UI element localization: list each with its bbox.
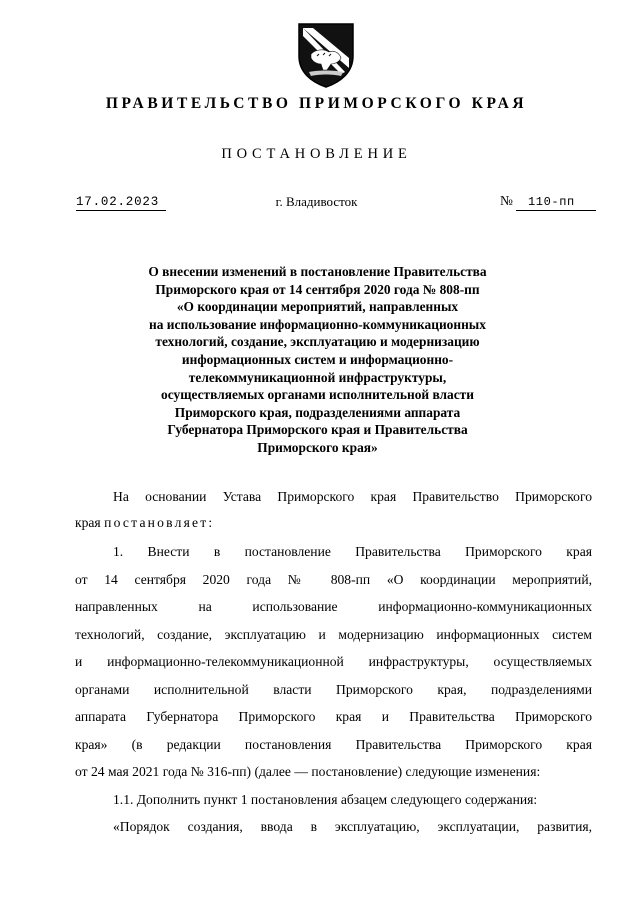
coat-of-arms-emblem bbox=[297, 22, 355, 88]
paragraph-line: «Порядок создания, ввода в эксплуатацию, эксплуатации, развития, bbox=[113, 819, 592, 834]
paragraph-line: от 14 сентября 2020 года № 808-пп «О координации мероприятий, bbox=[75, 572, 592, 587]
title-line: технологий, создание, эксплуатацию и модернизацию bbox=[155, 334, 480, 350]
title-line: Губернатора Приморского края и Правительства bbox=[167, 422, 468, 438]
title-line: телекоммуникационной инфраструктуры, bbox=[188, 369, 447, 385]
document-number-block bbox=[500, 193, 596, 211]
number-sign: № bbox=[500, 193, 513, 208]
paragraph-line: технологий, создание, эксплуатацию и модернизацию информационных систем bbox=[75, 627, 592, 642]
paragraph-line: 1. Внести в постановление Правительства Приморского края bbox=[113, 544, 592, 559]
title-line: осуществляемых органами исполнительной власти bbox=[161, 387, 474, 403]
title-line: Приморского края» bbox=[257, 439, 378, 455]
document-date: 17.02.2023 bbox=[76, 194, 166, 211]
paragraph-line: края» (в редакции постановления Правительства Приморского края bbox=[75, 737, 592, 752]
title-line: О внесении изменений в постановление Правительства bbox=[148, 264, 487, 279]
paragraph-text: края bbox=[75, 515, 101, 530]
document-number: 110-пп bbox=[516, 194, 596, 211]
paragraph-line: органами исполнительной власти Приморского края, подразделениями bbox=[75, 682, 592, 697]
government-name: ПРАВИТЕЛЬСТВО ПРИМОРСКОГО КРАЯ bbox=[105, 95, 528, 112]
title-line: Приморского края от 14 сентября 2020 года № 808-пп bbox=[155, 281, 480, 297]
paragraph-line: аппарата Губернатора Приморского края и Правительства Приморского bbox=[75, 709, 592, 724]
title-line: информационных систем и информационно- bbox=[181, 351, 454, 367]
title-line: на использование информационно-коммуникационных bbox=[149, 316, 486, 332]
paragraph-line: и информационно-телекоммуникационной инфраструктуры, осуществляемых bbox=[75, 654, 592, 669]
document-type: ПОСТАНОВЛЕНИЕ bbox=[221, 146, 412, 162]
paragraph-line: На основании Устава Приморского края Правительство Приморского bbox=[113, 489, 592, 504]
document-title bbox=[120, 263, 515, 457]
paragraph-line: 1.1. Дополнить пункт 1 постановления абзацем следующего содержания: bbox=[113, 792, 538, 807]
paragraph-line bbox=[75, 514, 592, 532]
paragraph-line: направленных на использование информационно-коммуникационных bbox=[75, 599, 592, 614]
paragraph-text-spaced: постановляет: bbox=[104, 515, 215, 530]
paragraph-line: от 24 мая 2021 года № 316-пп) (далее — постановление) следующие изменения: bbox=[75, 764, 541, 779]
title-line: Приморского края, подразделениями аппарата bbox=[174, 404, 461, 420]
document-city: г. Владивосток bbox=[275, 194, 358, 209]
title-line: «О координации мероприятий, направленных bbox=[176, 299, 459, 315]
